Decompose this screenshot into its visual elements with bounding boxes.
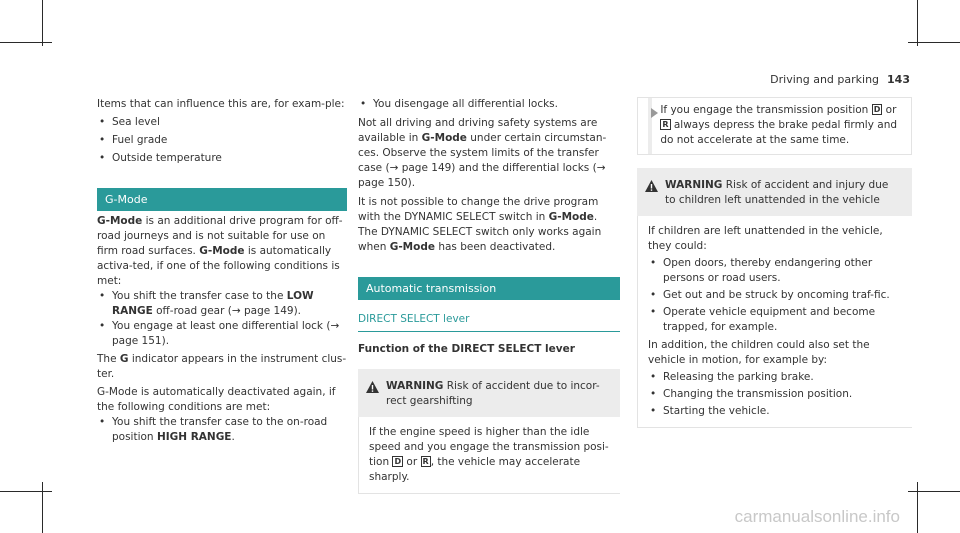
list-item: • Sea level	[97, 115, 347, 130]
intro-text: Items that can influence this are, for exam-ple:	[97, 98, 345, 110]
instruction-box	[637, 97, 912, 155]
text-run: . The DYNAMIC SELECT switch only works again when	[358, 211, 602, 253]
list-item	[97, 289, 347, 319]
text-run: is automatically activa-ted, if one of the following conditions is met:	[97, 245, 340, 287]
warning-label: WARNING	[386, 380, 444, 392]
warning-box	[358, 369, 620, 494]
gear-r-symbol: R	[422, 457, 429, 466]
crop-mark	[917, 482, 918, 533]
play-arrow-icon	[651, 108, 658, 118]
text-run: The	[97, 353, 120, 365]
warning-header	[637, 168, 912, 216]
text-run: Not all driving and driving safety systems are available in	[358, 117, 598, 144]
instruction-text	[660, 98, 911, 154]
function-heading: Function of the DIRECT SELECT lever	[358, 343, 575, 355]
text-run: under certain circumstan-ces. Observe the system limits of the transfer case (→ page 149) and the differential locks (→ page 150).	[358, 132, 607, 189]
column-left	[97, 97, 347, 445]
crop-mark	[0, 42, 52, 43]
text-run: You shift the transfer case to the	[112, 290, 287, 302]
crop-mark	[42, 0, 43, 46]
crop-mark	[908, 42, 960, 43]
bold-term: G-Mode	[389, 241, 435, 253]
warning-icon	[366, 381, 379, 393]
g-mode-paragraph	[97, 214, 347, 289]
list-item: • Get out and be struck by oncoming traf-fic.	[648, 288, 902, 303]
warning-text: If children are left unattended in the vehicle, they could:	[648, 225, 883, 252]
text-run: indicator appears in the instrument clus-ter.	[97, 353, 347, 380]
warning-text: or	[403, 456, 421, 468]
bold-term: LOW RANGE	[112, 290, 314, 317]
warning-title: Risk of accident and injury due to children left unattended in the vehicle	[665, 179, 889, 206]
section-title-g-mode: G-Mode	[97, 188, 347, 211]
warning-text: If the engine speed is higher than the idle speed and you engage the transmission posi-tion	[369, 426, 609, 468]
column-middle	[358, 97, 620, 494]
limits-paragraph	[358, 116, 620, 191]
text-run: has been deactivated.	[434, 241, 556, 253]
warning-body	[358, 417, 620, 494]
list-item: • Releasing the parking brake.	[648, 370, 902, 385]
instruction-text-part: or	[882, 104, 897, 116]
bold-term: G-Mode	[97, 215, 143, 227]
bold-term: G-Mode	[548, 211, 594, 223]
instruction-text-part: If you engage the transmission position	[660, 104, 872, 116]
crop-mark	[42, 482, 43, 533]
gear-d-symbol: D	[873, 105, 881, 114]
text-run: .	[231, 431, 235, 443]
gear-r-symbol: R	[662, 120, 669, 129]
gear-d-symbol: D	[394, 457, 402, 466]
subheading-direct-select: DIRECT SELECT lever	[358, 312, 620, 332]
list-item: • Outside temperature	[97, 151, 347, 166]
crop-mark	[917, 0, 918, 46]
instruction-strip	[648, 98, 652, 154]
section-title-automatic-transmission: Automatic transmission	[358, 277, 620, 300]
bold-term: G-Mode	[421, 132, 467, 144]
warning-text: , the vehicle may accelerate sharply.	[369, 456, 581, 483]
warning-icon	[645, 180, 658, 192]
crop-mark	[908, 491, 960, 492]
list-item	[97, 415, 347, 445]
column-right	[637, 97, 912, 428]
text-run: off-road gear (→ page 149).	[152, 305, 302, 317]
watermark: carmanualsonline.info	[734, 507, 900, 526]
crop-mark	[0, 491, 52, 492]
page-number: 143	[887, 73, 910, 86]
bold-term: HIGH RANGE	[156, 431, 232, 443]
indicator-paragraph	[97, 352, 347, 382]
page-header	[770, 73, 910, 86]
dynamic-select-paragraph	[358, 195, 620, 255]
list-item: • Changing the transmission position.	[648, 387, 902, 402]
warning-header	[358, 369, 620, 417]
text-run: It is not possible to change the drive program with the DYNAMIC SELECT switch in	[358, 196, 599, 223]
list-item: • You disengage all differential locks.	[358, 97, 620, 112]
bold-term: G	[119, 353, 129, 365]
text-run: is an additional drive program for off-road journeys and is not suitable for use on firm road surfaces.	[97, 215, 343, 257]
warning-body	[637, 216, 912, 428]
deactivation-paragraph: G-Mode is automatically deactivated again, if the following conditions are met:	[97, 386, 336, 413]
warning-text: In addition, the children could also set the vehicle in motion, for example by:	[648, 339, 870, 366]
list-item: • Operate vehicle equipment and become trapped, for example.	[648, 305, 902, 335]
warning-title: Risk of accident due to incor-rect gearshifting	[386, 380, 600, 407]
list-item: • You engage at least one differential lock (→ page 151).	[97, 319, 347, 349]
instruction-text-part: always depress the brake pedal firmly and do not accelerate at the same time.	[660, 119, 898, 146]
list-item: • Starting the vehicle.	[648, 404, 902, 419]
list-item: • Open doors, thereby endangering other persons or road users.	[648, 256, 902, 286]
list-item: • Fuel grade	[97, 133, 347, 148]
bold-term: G-Mode	[199, 245, 245, 257]
warning-label: WARNING	[665, 179, 723, 191]
warning-box	[637, 168, 912, 428]
text-run: You shift the transfer case to the on-road position	[112, 416, 328, 443]
header-title: Driving and parking	[770, 73, 880, 86]
